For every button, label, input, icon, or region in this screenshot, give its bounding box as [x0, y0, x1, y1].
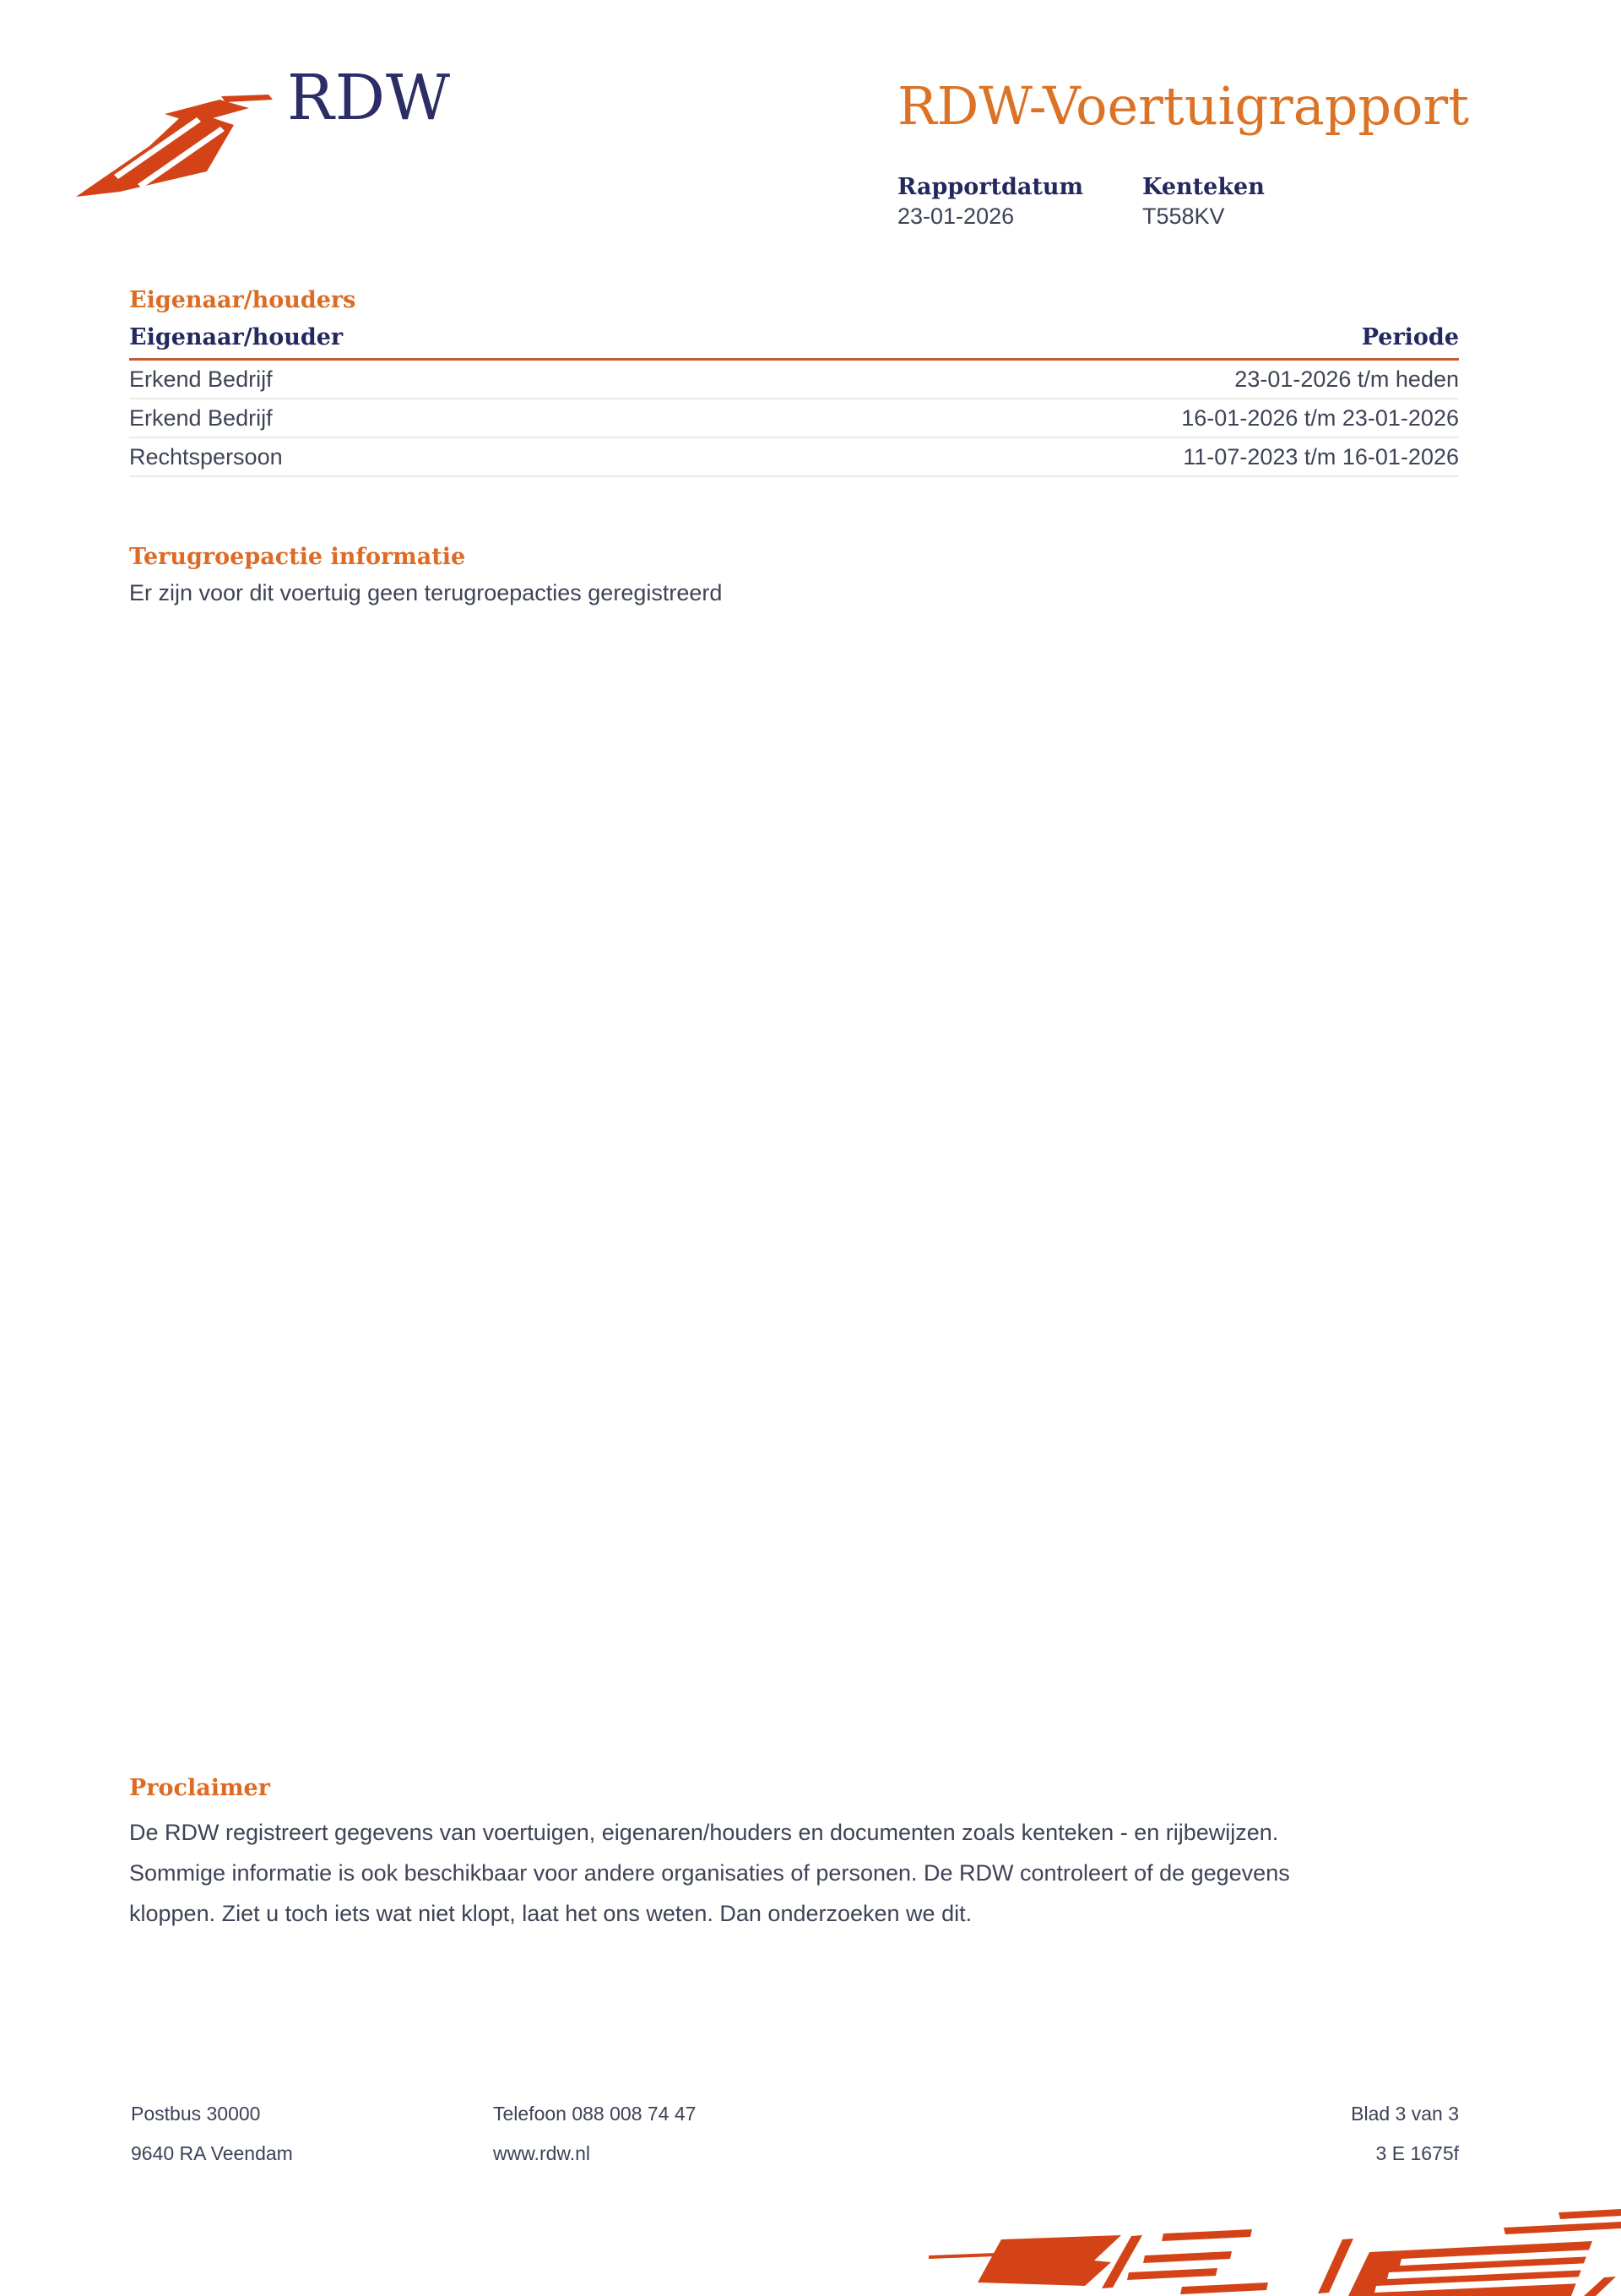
footer-address-line1: Postbus 30000: [131, 2103, 261, 2125]
logo-wordmark: RDW: [287, 62, 452, 134]
period-cell: 23-01-2026 t/m heden: [1234, 366, 1459, 392]
rdw-feather-logo-icon: [72, 93, 274, 206]
table-row: [129, 438, 1459, 477]
footer-website: www.rdw.nl: [493, 2142, 591, 2164]
table-row: [129, 361, 1459, 399]
proclaimer-text: [129, 1812, 1446, 1934]
footer-form-code: 3 E 1675f: [1375, 2142, 1459, 2164]
recall-section-title: Terugroepactie informatie: [129, 544, 466, 570]
footer-page-indicator: Blad 3 van 3: [1351, 2103, 1459, 2125]
period-cell: 16-01-2026 t/m 23-01-2026: [1181, 404, 1459, 431]
rapportdatum-value: 23-01-2026: [897, 204, 1015, 229]
recall-section-text: Er zijn voor dit voertuig geen terugroepacties geregistreerd: [129, 580, 723, 605]
period-cell: 11-07-2023 t/m 16-01-2026: [1183, 443, 1459, 470]
page-title: RDW-Voertuigrapport: [897, 75, 1470, 137]
proclaimer-section-title: Proclaimer: [129, 1775, 270, 1801]
kenteken-value: T558KV: [1142, 204, 1225, 229]
owners-table-header: [129, 324, 1459, 358]
column-header-period: Periode: [1361, 324, 1459, 350]
rapportdatum-label: Rapportdatum: [897, 174, 1084, 200]
owner-cell: Erkend Bedrijf: [129, 366, 273, 392]
speed-stripes-graphic-icon: [929, 2208, 1621, 2296]
column-header-owner: Eigenaar/houder: [129, 324, 344, 350]
owners-table: [129, 324, 1459, 477]
proclaimer-line: Sommige informatie is ook beschikbaar voor andere organisaties of personen. De RDW controleert of de gegevens: [129, 1860, 1290, 1886]
proclaimer-line: kloppen. Ziet u toch iets wat niet klopt, laat het ons weten. Dan onderzoeken we dit.: [129, 1901, 973, 1926]
proclaimer-line: De RDW registreert gegevens van voertuigen, eigenaren/houders en documenten zoals kenteken - en rijbewijzen.: [129, 1820, 1279, 1845]
owners-section-title: Eigenaar/houders: [129, 287, 356, 313]
footer-address-line2: 9640 RA Veendam: [131, 2142, 293, 2164]
kenteken-label: Kenteken: [1142, 174, 1265, 200]
table-row: [129, 399, 1459, 438]
footer-phone: Telefoon 088 008 74 47: [493, 2103, 697, 2125]
owner-cell: Rechtspersoon: [129, 443, 283, 470]
owner-cell: Erkend Bedrijf: [129, 404, 273, 431]
